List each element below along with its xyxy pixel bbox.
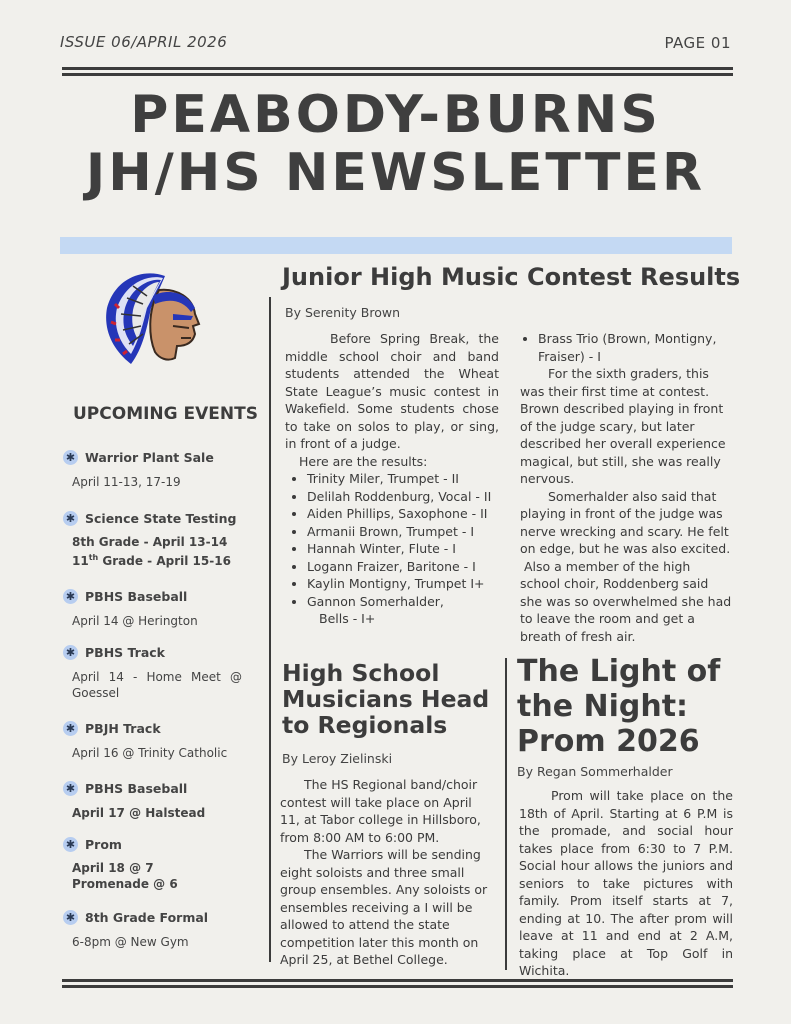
event-name: PBJH Track bbox=[85, 721, 161, 736]
event-detail: April 14 - Home Meet @ Goessel bbox=[72, 670, 242, 700]
event-detail-2: Promenade @ 6 bbox=[72, 877, 178, 891]
newsletter-title bbox=[40, 86, 751, 202]
prom-byline: By Regan Sommerhalder bbox=[517, 764, 673, 779]
title-line-2: JH/HS NEWSLETTER bbox=[85, 143, 706, 203]
event-name: Warrior Plant Sale bbox=[85, 450, 214, 465]
bottom-rule bbox=[62, 979, 733, 982]
event-item bbox=[63, 721, 255, 761]
asterisk-icon: ✱ bbox=[63, 450, 78, 465]
events-heading: UPCOMING EVENTS bbox=[73, 404, 258, 424]
event-detail: April 17 @ Halstead bbox=[72, 806, 206, 820]
event-name: 8th Grade Formal bbox=[85, 910, 209, 925]
list-item: • Gannon Somerhalder, bbox=[307, 593, 499, 611]
music-paragraph: Before Spring Break, the middle school choir and band students attended the Wheat State League’s music contest in Wakefield. Some students chose to take on solos to play, or sing, in front of a judge. bbox=[285, 331, 499, 451]
asterisk-icon: ✱ bbox=[63, 837, 78, 852]
asterisk-icon: ✱ bbox=[63, 589, 78, 604]
event-item bbox=[63, 450, 255, 490]
music-paragraph-4: Somerhalder also said that playing in front of the judge was nerve wrecking and scary. He felt on edge, but he was also excited. bbox=[520, 488, 731, 556]
regionals-paragraph: The HS Regional band/choir contest will take place on April 11, at Tabor college in Hillsboro, from 8:00 AM to 6:00 PM. bbox=[280, 777, 481, 845]
event-name: PBHS Baseball bbox=[85, 589, 188, 604]
event-detail: April 16 @ Trinity Catholic bbox=[72, 746, 228, 760]
event-detail: April 14 @ Herington bbox=[72, 614, 198, 628]
warrior-head-icon bbox=[103, 268, 208, 373]
music-column-2 bbox=[520, 330, 734, 645]
event-item bbox=[63, 910, 255, 950]
asterisk-icon: ✱ bbox=[63, 511, 78, 526]
event-name: Science State Testing bbox=[85, 511, 237, 526]
event-item bbox=[63, 645, 255, 701]
event-detail-2: 11th Grade - April 15-16 bbox=[72, 553, 231, 568]
asterisk-icon: ✱ bbox=[63, 910, 78, 925]
music-byline: By Serenity Brown bbox=[285, 305, 401, 320]
music-paragraph-5: Also a member of the high school choir, Roddenberg said she was so overwhelmed she had to leave the room and get a breath of fresh air. bbox=[520, 558, 732, 644]
mascot-logo bbox=[103, 268, 208, 373]
event-detail: April 11-13, 17-19 bbox=[72, 475, 181, 489]
results-list bbox=[285, 470, 499, 610]
regionals-byline: By Leroy Zielinski bbox=[282, 751, 393, 766]
list-item: • Armanii Brown, Trumpet - I bbox=[307, 523, 499, 541]
column-divider bbox=[269, 297, 271, 962]
list-item: • Kaylin Montigny, Trumpet I+ bbox=[307, 575, 499, 593]
list-item: • Trinity Miler, Trumpet - II bbox=[307, 470, 499, 488]
list-item: • Logann Fraizer, Baritone - I bbox=[307, 558, 499, 576]
issue-label: ISSUE 06/APRIL 2026 bbox=[60, 33, 228, 51]
event-detail: 6-8pm @ New Gym bbox=[72, 935, 189, 949]
event-name: PBHS Baseball bbox=[85, 781, 188, 796]
music-paragraph-3: For the sixth graders, this was their first time at contest. Brown described playing in front of the judge scary, but later described her overall experience magical, but still, she was really nervous. bbox=[520, 366, 726, 486]
accent-band bbox=[60, 237, 732, 254]
event-item bbox=[63, 589, 255, 629]
bottom-rule-2 bbox=[62, 985, 733, 988]
title-line-1: PEABODY-BURNS bbox=[130, 85, 661, 145]
asterisk-icon: ✱ bbox=[63, 721, 78, 736]
regionals-paragraph-2: The Warriors will be sending eight soloists and three small group ensembles. Any soloists or ensembles receiving a I will be allowed to attend the state competition later this month on April 25, at Bethel College. bbox=[280, 847, 488, 967]
top-rule-2 bbox=[62, 73, 733, 76]
top-rule bbox=[62, 67, 733, 70]
regionals-headline: High School Musicians Head to Regionals bbox=[282, 659, 490, 739]
page-number: PAGE 01 bbox=[664, 34, 731, 52]
music-column-1 bbox=[285, 330, 499, 628]
results-list-2 bbox=[520, 330, 734, 365]
event-detail: April 18 @ 7 bbox=[72, 861, 154, 875]
event-item bbox=[63, 837, 255, 892]
list-item: • Aiden Phillips, Saxophone - II bbox=[307, 505, 499, 523]
event-detail: 8th Grade - April 13-14 bbox=[72, 535, 228, 549]
music-paragraph-2: Here are the results: bbox=[299, 453, 428, 469]
event-item bbox=[63, 511, 255, 569]
list-item: • Hannah Winter, Flute - I bbox=[307, 540, 499, 558]
event-name: Prom bbox=[85, 837, 122, 852]
event-item bbox=[63, 781, 255, 821]
column-divider-2 bbox=[505, 658, 507, 970]
music-headline: Junior High Music Contest Results bbox=[282, 263, 741, 291]
list-item: • Delilah Roddenburg, Vocal - II bbox=[307, 488, 499, 506]
asterisk-icon: ✱ bbox=[63, 781, 78, 796]
prom-headline: The Light of the Night: Prom 2026 bbox=[517, 654, 721, 759]
asterisk-icon: ✱ bbox=[63, 645, 78, 660]
prom-paragraph: Prom will take place on the 18th of April. Starting at 6 P.M is the promade, and social hour takes place from 6:30 to 7 P.M. Social hour allows the juniors and seniors to take pictures with family. Prom itself starts at 7, ending at 10. The after prom will leave at 11 and end at 2 A.M, taking place at Top Golf in Wichita. bbox=[519, 788, 733, 978]
prom-body bbox=[519, 787, 733, 980]
list-item: • Brass Trio (Brown, Montigny, Fraiser) - I bbox=[538, 330, 734, 365]
results-continued: Bells - I+ bbox=[319, 611, 376, 626]
event-name: PBHS Track bbox=[85, 645, 165, 660]
regionals-body bbox=[280, 776, 495, 969]
